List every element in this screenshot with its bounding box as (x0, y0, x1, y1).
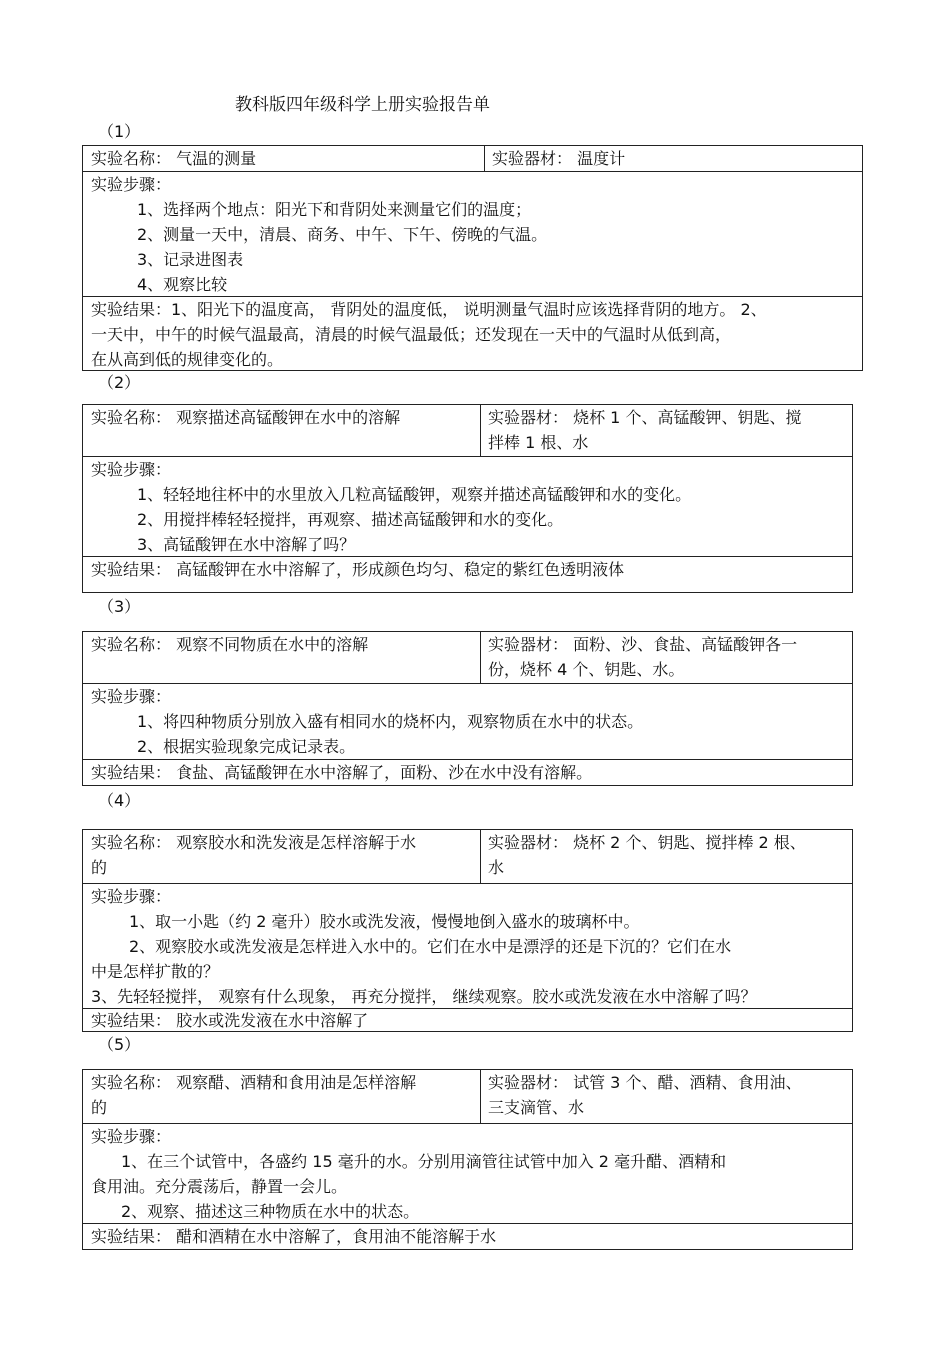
step-1: 1、选择两个地点：阳光下和背阴处来测量它们的温度； (137, 200, 532, 219)
experiment-steps (83, 683, 852, 759)
experiment-result (83, 1223, 852, 1250)
experiment-steps (83, 456, 852, 556)
section-3-table (82, 631, 853, 786)
experiment-name-line-1: 实验名称： 观察胶水和洗发液是怎样溶解于水 (91, 833, 417, 852)
step-1-continued: 食用油。充分震荡后，静置一会儿。 (91, 1177, 348, 1196)
experiment-equipment-line-2: 份，烧杯 4 个、钥匙、水。 (488, 660, 685, 679)
experiment-result (83, 296, 862, 371)
experiment-name-line-1: 实验名称： 观察醋、酒精和食用油是怎样溶解 (91, 1073, 417, 1092)
result-line-2: 一天中，中午的时候气温最高，清晨的时候气温最低；还发现在一天中的气温时从低到高， (91, 325, 732, 344)
step-2-continued: 中是怎样扩散的？ (91, 962, 220, 981)
experiment-steps (83, 883, 852, 1008)
steps-label: 实验步骤： (91, 460, 172, 479)
result-line: 实验结果： 高锰酸钾在水中溶解了，形成颜色均匀、稳定的紫红色透明液体 (91, 560, 625, 579)
experiment-equipment-line-2: 拌棒 1 根、水 (488, 433, 589, 452)
section-1-table (82, 145, 863, 371)
experiment-equipment-line-1: 实验器材： 烧杯 2 个、钥匙、搅拌棒 2 根、 (488, 833, 806, 852)
step-1: 1、在三个试管中，各盛约 15 毫升的水。分别用滴管往试管中加入 2 毫升醋、酒精和 (121, 1152, 727, 1171)
experiment-result (83, 1008, 852, 1032)
step-2: 2、用搅拌棒轻轻搅拌，再观察、描述高锰酸钾和水的变化。 (137, 510, 564, 529)
step-2: 2、测量一天中，清晨、商务、中午、下午、傍晚的气温。 (137, 225, 548, 244)
steps-label: 实验步骤： (91, 887, 172, 906)
result-line: 实验结果： 食盐、高锰酸钾在水中溶解了，面粉、沙在水中没有溶解。 (91, 763, 593, 782)
result-line: 实验结果： 醋和酒精在水中溶解了，食用油不能溶解于水 (91, 1227, 497, 1246)
experiment-name-line-2: 的 (91, 858, 108, 877)
step-4: 4、观察比较 (137, 275, 228, 294)
experiment-result (83, 759, 852, 786)
steps-label: 实验步骤： (91, 1127, 172, 1146)
step-3: 3、高锰酸钾在水中溶解了吗？ (137, 535, 356, 554)
experiment-equipment: 实验器材： 温度计 (492, 149, 626, 168)
step-2: 2、观察、描述这三种物质在水中的状态。 (121, 1202, 420, 1221)
section-2-table (82, 404, 853, 593)
step-1: 1、将四种物质分别放入盛有相同水的烧杯内，观察物质在水中的状态。 (137, 712, 644, 731)
result-line: 实验结果： 胶水或洗发液在水中溶解了 (91, 1011, 369, 1030)
section-5-table (82, 1069, 853, 1250)
result-line-3: 在从高到低的规律变化的。 (91, 350, 284, 369)
result-line-1: 实验结果：1、阳光下的温度高， 背阴处的温度低， 说明测量气温时应该选择背阴的地方。 2、 (91, 300, 767, 319)
section-3-number: （3） (98, 597, 141, 616)
experiment-name: 实验名称： 观察描述高锰酸钾在水中的溶解 (91, 408, 401, 427)
experiment-equipment-line-1: 实验器材： 试管 3 个、醋、酒精、食用油、 (488, 1073, 802, 1092)
experiment-steps (83, 171, 862, 296)
experiment-name: 实验名称： 气温的测量 (91, 149, 257, 168)
section-1-number: （1） (98, 122, 141, 141)
steps-label: 实验步骤： (91, 687, 172, 706)
experiment-steps (83, 1123, 852, 1223)
step-3: 3、先轻轻搅拌， 观察有什么现象， 再充分搅拌， 继续观察。胶水或洗发液在水中溶解了吗？ (91, 987, 757, 1006)
experiment-equipment-line-2: 水 (488, 858, 505, 877)
section-4-number: （4） (98, 791, 141, 810)
experiment-equipment-line-1: 实验器材： 烧杯 1 个、高锰酸钾、钥匙、搅 (488, 408, 802, 427)
page-title: 教科版四年级科学上册实验报告单 (235, 95, 490, 115)
step-1: 1、取一小匙（约 2 毫升）胶水或洗发液，慢慢地倒入盛水的玻璃杯中。 (129, 912, 640, 931)
step-1: 1、轻轻地往杯中的水里放入几粒高锰酸钾，观察并描述高锰酸钾和水的变化。 (137, 485, 692, 504)
experiment-equipment-line-1: 实验器材： 面粉、沙、食盐、高锰酸钾各一 (488, 635, 798, 654)
experiment-name-line-2: 的 (91, 1098, 108, 1117)
steps-label: 实验步骤： (91, 175, 172, 194)
experiment-result (83, 556, 852, 593)
step-2: 2、观察胶水或洗发液是怎样进入水中的。它们在水中是漂浮的还是下沉的？它们在水 (129, 937, 732, 956)
section-5-number: （5） (98, 1035, 141, 1054)
experiment-equipment-line-2: 三支滴管、水 (488, 1098, 585, 1117)
section-2-number: （2） (98, 373, 141, 392)
step-2: 2、根据实验现象完成记录表。 (137, 737, 356, 756)
section-4-table (82, 829, 853, 1032)
step-3: 3、记录进图表 (137, 250, 244, 269)
experiment-name: 实验名称： 观察不同物质在水中的溶解 (91, 635, 369, 654)
